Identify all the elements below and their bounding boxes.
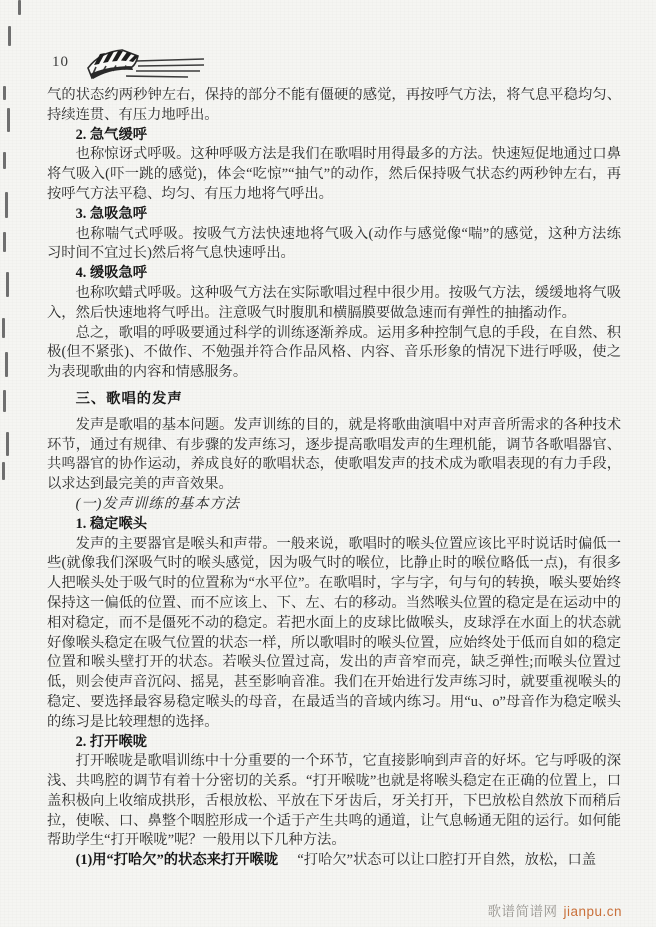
paragraph: 也称喘气式呼吸。按吸气方法快速地将气吸入(动作与感觉像“喘”的感觉，这种方法练习时间不宜过长)然后将气息快速呼出。: [47, 225, 621, 262]
list-item-lead: (1)用“打哈欠”的状态来打开喉咙: [75, 852, 279, 869]
watermark-site-url: jianpu.cn: [563, 904, 622, 919]
list-item-yawn-method: [47, 851, 621, 871]
heading-breath-4: 4. 缓吸急呼: [75, 265, 148, 282]
heading-breath-2: 2. 急气缓呼: [75, 126, 148, 143]
page-number: 10: [52, 54, 69, 70]
binding-mark: [3, 86, 6, 100]
binding-mark: [3, 390, 6, 412]
page-body: [47, 86, 621, 871]
binding-mark: [18, 0, 21, 15]
subheading-basic-methods: (一)发声训练的基本方法: [75, 495, 241, 512]
binding-mark: [3, 232, 6, 252]
binding-mark: [5, 192, 8, 218]
heading-breath-3: 3. 急吸急呼: [75, 205, 148, 222]
binding-mark: [2, 318, 5, 338]
paragraph-summary: 总之，歌唱的呼吸要通过科学的训练逐渐养成。运用多种控制气息的手段，在自然、积极(但不紧张)、不做作、不勉强并符合作品风格、内容、音乐形象的情况下进行呼吸，使之为表现歌曲的内容和情感服务。: [47, 324, 621, 381]
piano-keyboard-icon: [80, 42, 206, 88]
paragraph: 也称惊讶式呼吸。这种呼吸方法是我们在歌唱时用得最多的方法。快速短促地通过口鼻将气吸入(吓一跳的感觉)，体会“吃惊”“抽气”的动作，然后保持吸气状态约两秒钟左右，再按呼气方法平稳、均匀、有压力地将气呼出。: [47, 146, 621, 202]
binding-mark: [6, 272, 9, 297]
binding-mark: [7, 108, 10, 132]
paragraph: 发声是歌唱的基本问题。发声训练的目的，就是将歌曲演唱中对声音所需求的各种技术环节，通过有规律、有步骤的发声练习，逐步提高歌唱发声的生理机能，调节各歌唱器官、共鸣器官的协作运动，养成良好的歌唱状态，使歌唱发声的技术成为歌唱表现的有力手段，以求达到最完美的声音效果。: [47, 416, 621, 493]
heading-stable-larynx: 1. 稳定喉头: [75, 515, 148, 532]
paragraph: 也称吹蜡式呼吸。这种吸气方法在实际歌唱过程中很少用。按吸气方法，缓缓地将气吸入，然后快速地将气呼出。注意吸气时腹肌和横膈膜要做急速而有弹性的抽搐动作。: [47, 284, 621, 321]
paragraph: 发声的主要器官是喉头和声带。一般来说，歌唱时的喉头位置应该比平时说话时偏低一些(就像我们深吸气时的喉头感觉，因为吸气时的喉位，比静止时的喉位略低一点)，有很多人把喉头处于吸气时的位置称为“水平位”。在歌唱时，字与字，句与句的转换，喉头要始终保持这一偏低的位置、而不应该上、下、左、右的移动。当然喉头位置的稳定是在运动中的相对稳定，而不是僵死不动的稳定。若把水面上的皮球比做喉头，皮球浮在水面上的状态就好像喉头稳定在吸气位置的状态一样，所以歌唱时的喉头位置，应始终处于低而自如的稳定位置和喉头壁打开的状态。若喉头位置过高，发出的声音窄而亮，缺乏弹性;而喉头位置过低，则会使声音沉闷、摇晃，甚至影响音准。我们在开始进行发声练习时，就要重视喉头的稳定、要选择最容易稳定喉头的母音，在最适当的音域内练习。用“u、o”母音作为稳定喉头的练习是比较理想的选择。: [47, 535, 621, 730]
section-heading-vocalization: 三、歌唱的发声: [75, 390, 183, 407]
binding-mark: [8, 26, 11, 46]
paragraph: 打开喉咙是歌唱训练中十分重要的一个环节，它直接影响到声音的好坏。它与呼吸的深浅、共鸣腔的调节有着十分密切的关系。“打开喉咙”也就是将喉头稳定在正确的位置上，口盖积极向上收缩成拱形，舌根放松、平放在下牙齿后，牙关打开，下巴放松自然放下而稍后拉，使喉、口、鼻整个咽腔形成一个适于产生共鸣的通道，让气息畅通无阻的运行。如何能帮助学生“打开喉咙”呢？一般用以下几种方法。: [47, 753, 621, 849]
list-item-text: “打哈欠”状态可以让口腔打开自然，放松，口盖: [297, 852, 597, 869]
watermark: [487, 900, 622, 920]
paragraph-continuation: 气的状态约两秒钟左右，保持的部分不能有僵硬的感觉，再按呼气方法，将气息平稳均匀、持续连贯、有压力地呼出。: [47, 87, 621, 123]
heading-open-throat: 2. 打开喉咙: [75, 733, 148, 750]
binding-mark: [6, 432, 9, 456]
binding-mark: [5, 352, 8, 377]
watermark-site-name: 歌谱简谱网: [487, 904, 558, 919]
binding-mark: [3, 152, 6, 169]
binding-mark: [2, 462, 5, 480]
